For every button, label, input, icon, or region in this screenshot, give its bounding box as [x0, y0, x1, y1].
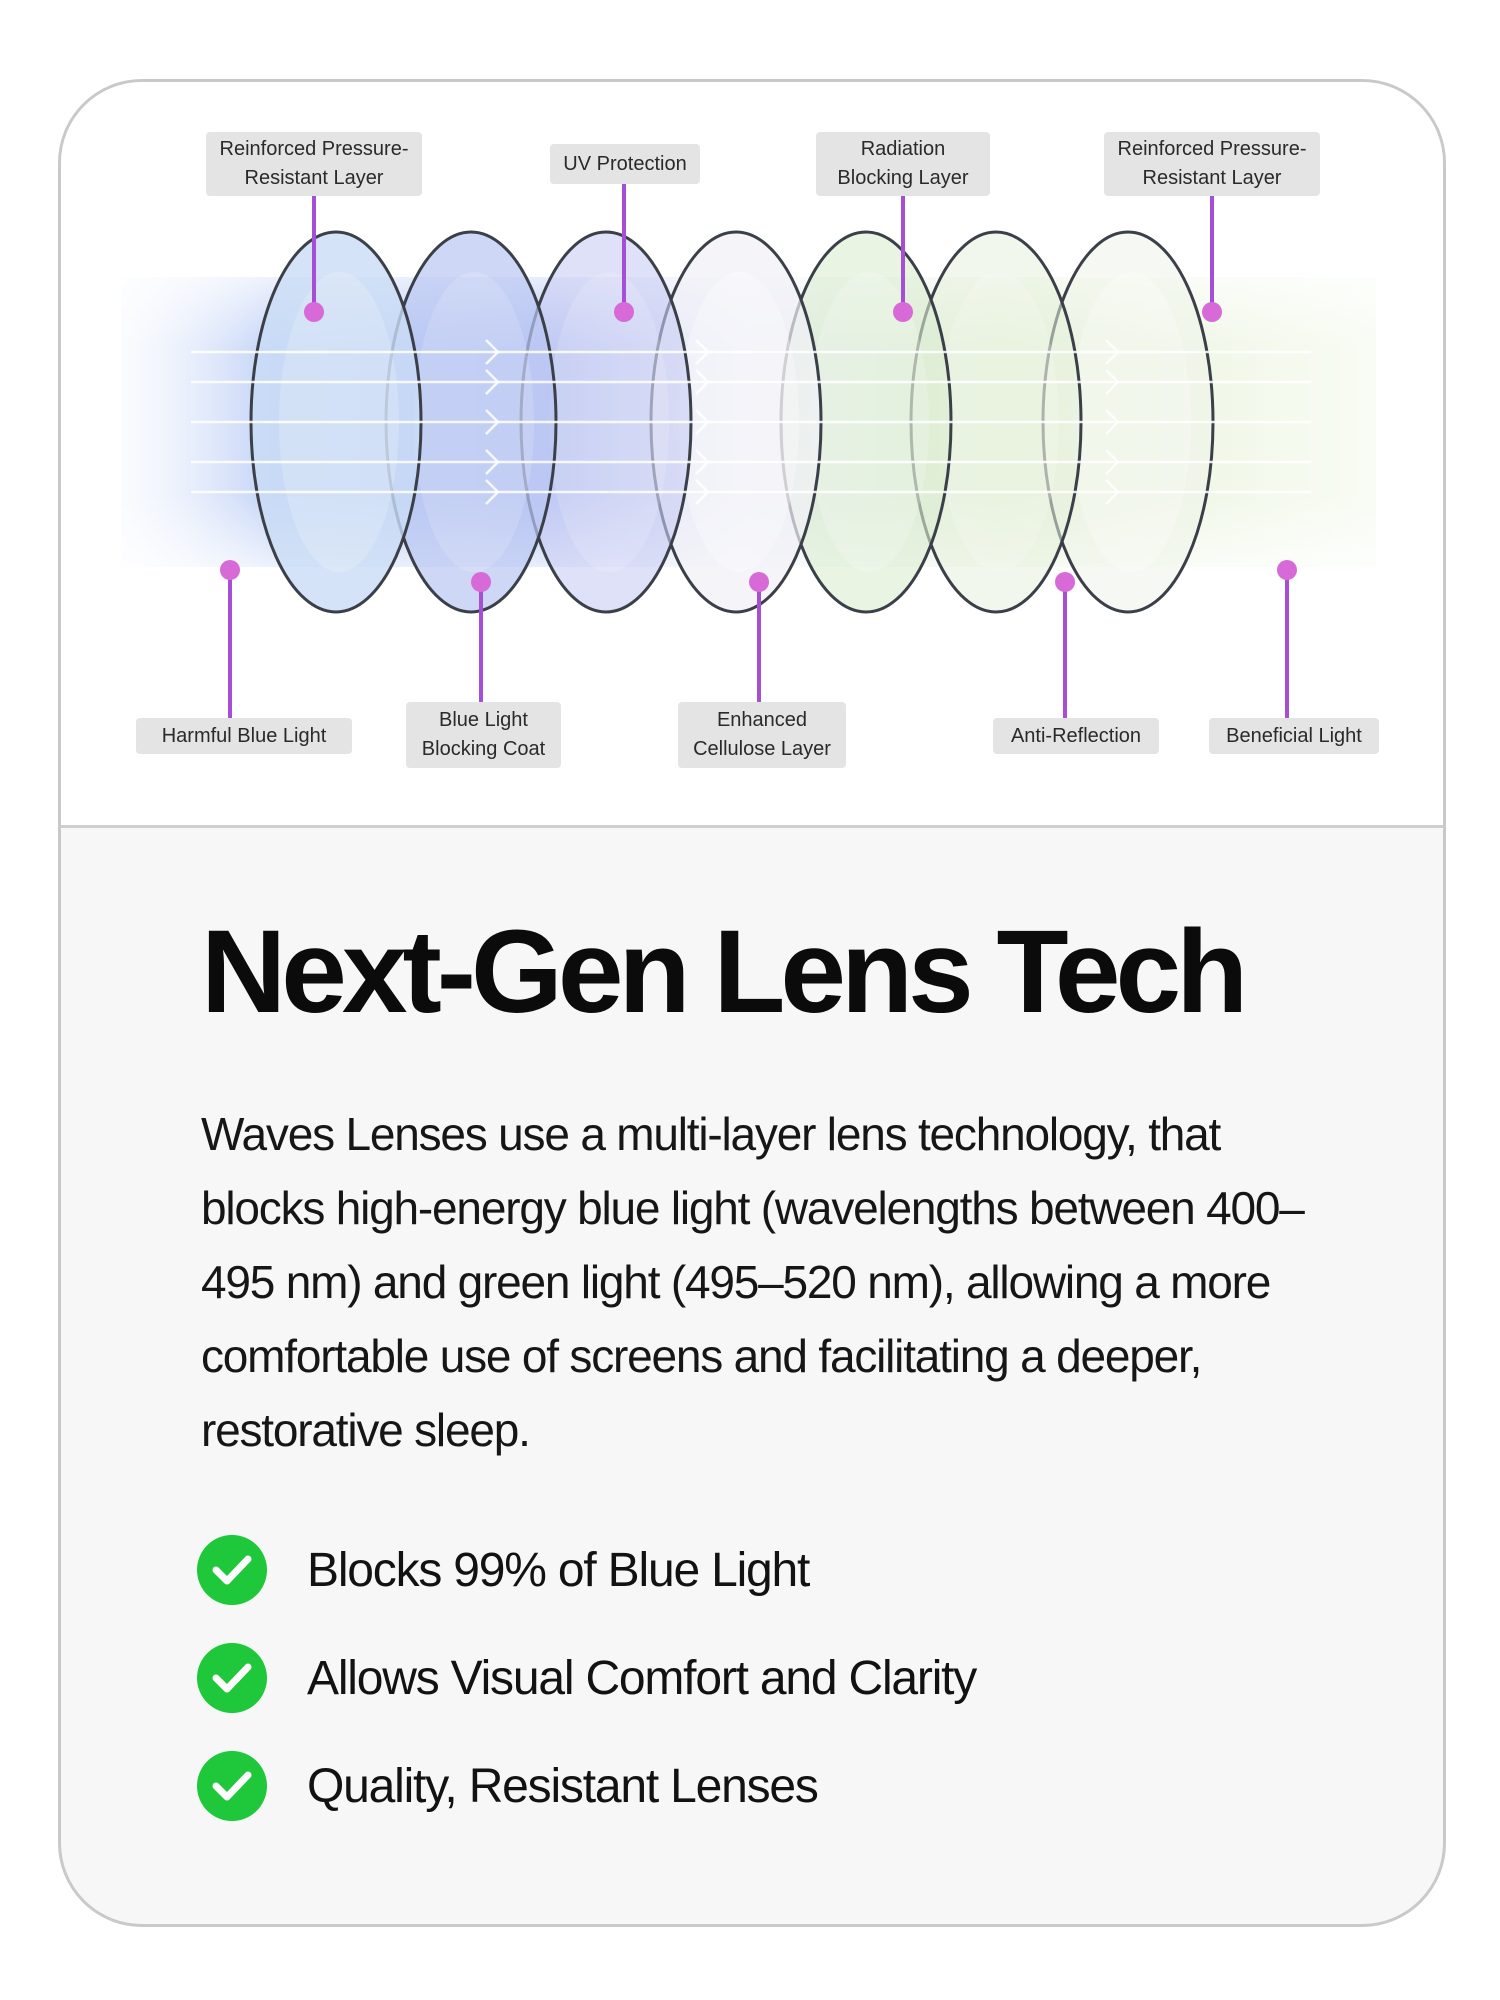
- label-radiation-blocking-layer: Radiation Blocking Layer: [816, 132, 990, 196]
- lens-layer-diagram: [61, 82, 1443, 828]
- check-circle-icon: [197, 1643, 267, 1713]
- feature-item: [197, 1532, 976, 1608]
- description-text: Waves Lenses use a multi-layer lens technology, that blocks high-energy blue light (wavelengths between 400–495 nm) and green light (495–520 nm), allowing a more comfortable use of screens and facilitating a deeper, restorative sleep.: [201, 1108, 1304, 1456]
- check-circle-icon: [197, 1751, 267, 1821]
- feature-item: [197, 1748, 976, 1824]
- product-card: [58, 79, 1446, 1927]
- page-title: Next-Gen Lens Tech: [201, 906, 1244, 1038]
- label-enhanced-cellulose-layer: Enhanced Cellulose Layer: [678, 702, 846, 768]
- label-uv-protection: UV Protection: [550, 144, 700, 184]
- label-reinforced-layer-left: Reinforced Pressure- Resistant Layer: [206, 132, 422, 196]
- check-circle-icon: [197, 1535, 267, 1605]
- feature-text: Blocks 99% of Blue Light: [307, 1543, 810, 1597]
- label-reinforced-layer-right: Reinforced Pressure- Resistant Layer: [1104, 132, 1320, 196]
- feature-text: Quality, Resistant Lenses: [307, 1759, 818, 1813]
- feature-item: [197, 1640, 976, 1716]
- label-anti-reflection: Anti-Reflection: [993, 718, 1159, 754]
- feature-list: [197, 1532, 976, 1856]
- label-beneficial-light: Beneficial Light: [1209, 718, 1379, 754]
- feature-text: Allows Visual Comfort and Clarity: [307, 1651, 977, 1705]
- label-blue-light-blocking-coat: Blue Light Blocking Coat: [406, 702, 561, 768]
- label-harmful-blue-light: Harmful Blue Light: [136, 718, 352, 754]
